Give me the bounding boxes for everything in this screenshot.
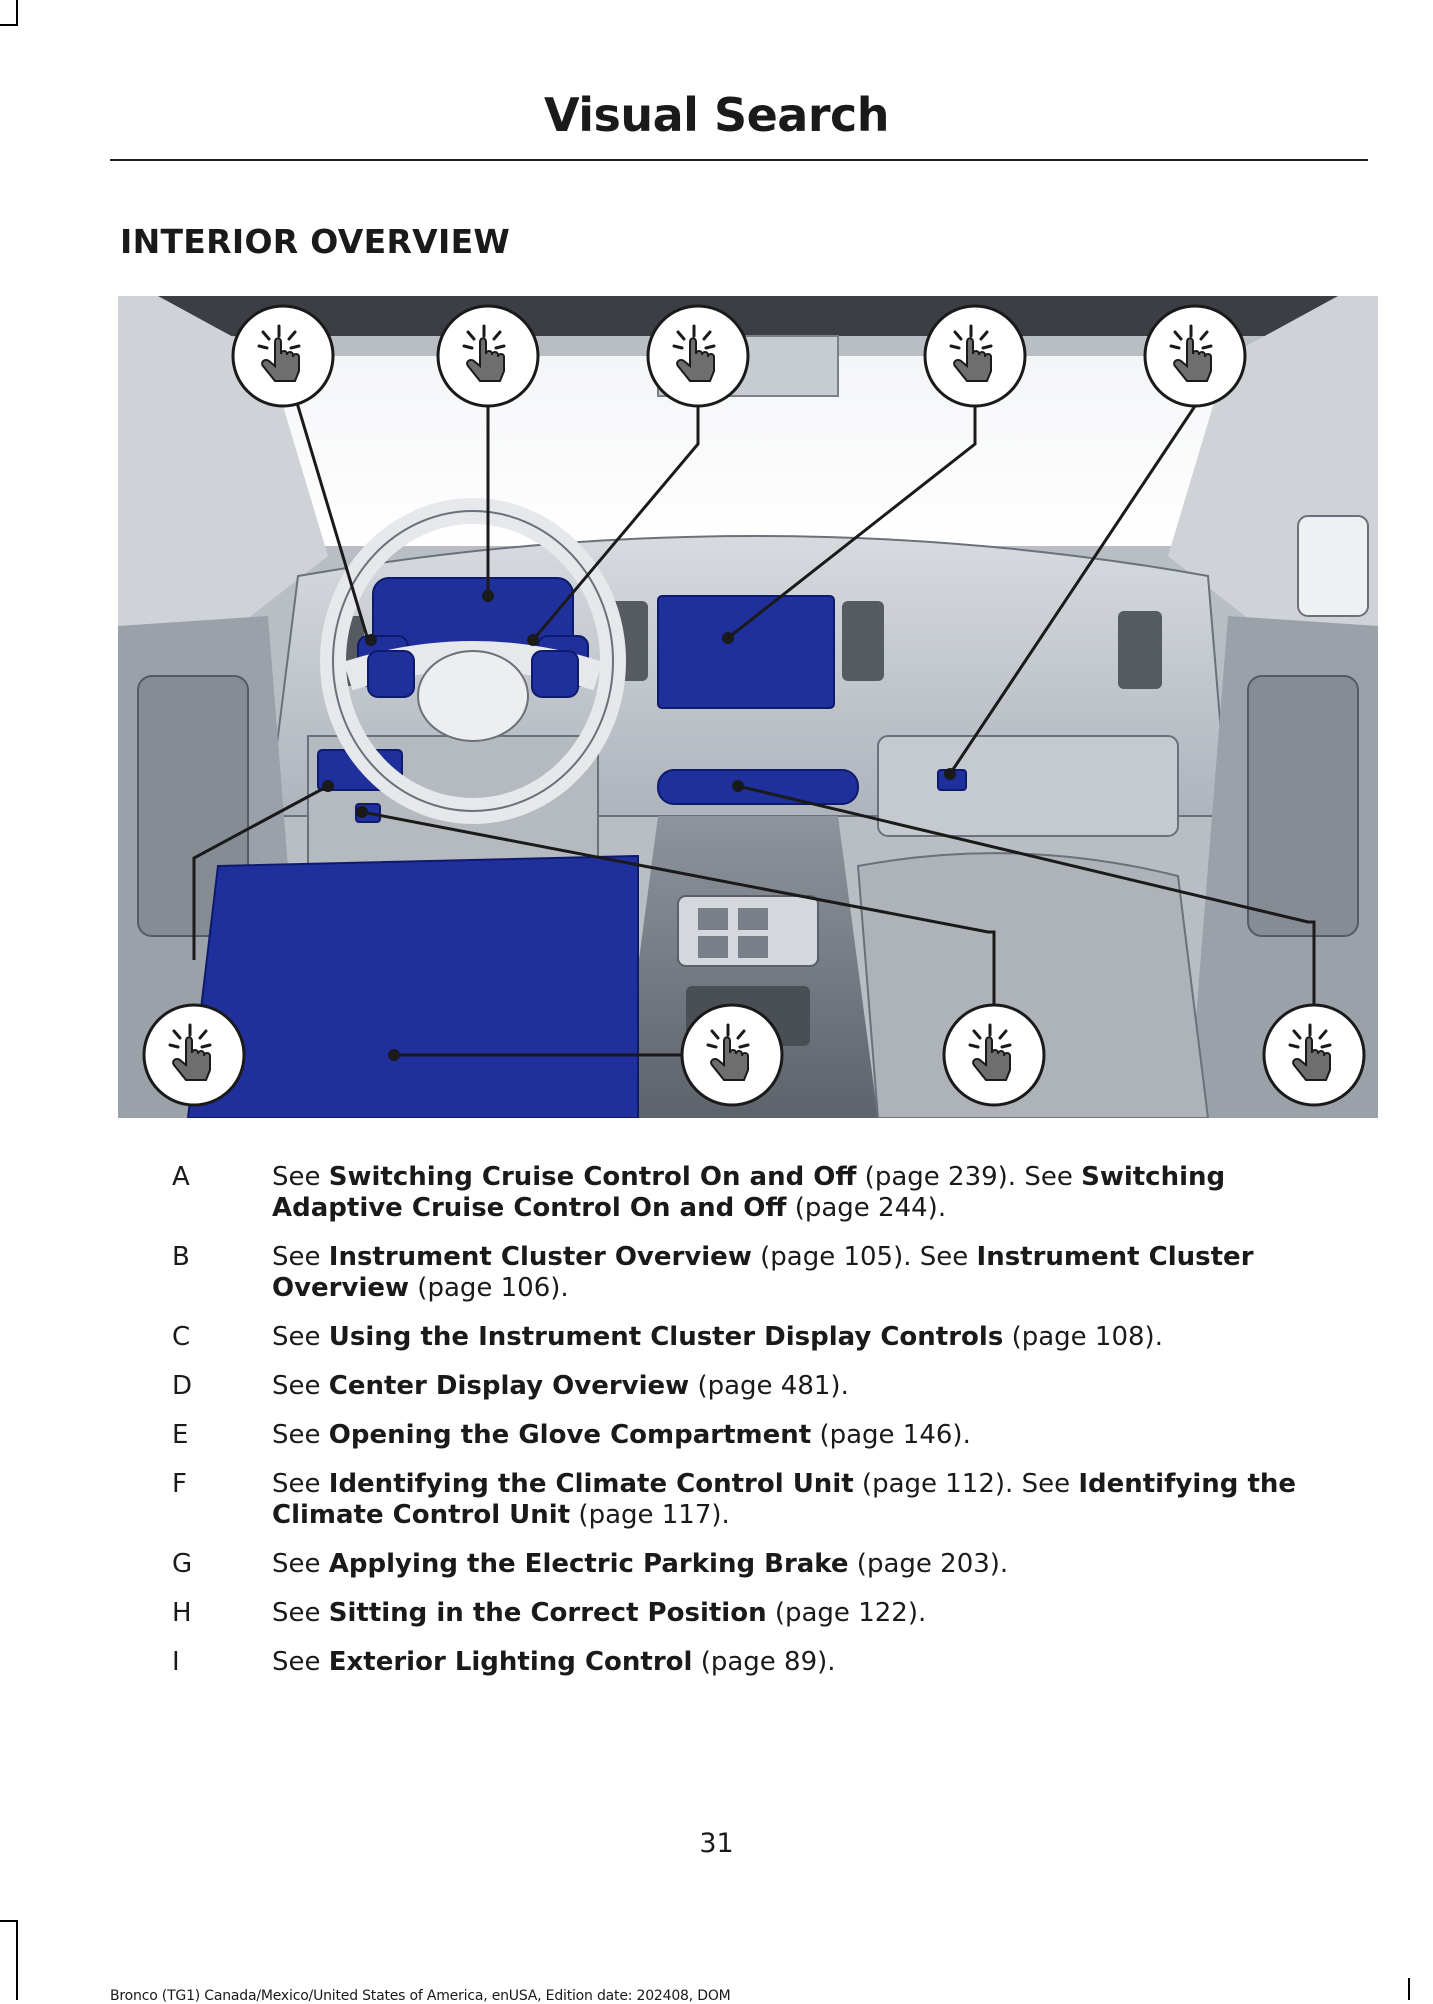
legend-text: (page 112). See: [853, 1469, 1079, 1499]
legend-text: (page 106).: [409, 1273, 569, 1303]
legend-text: (page 108).: [1003, 1322, 1163, 1352]
legend-item-c: [150, 1322, 1350, 1353]
touch-hand-icon: [944, 1005, 1044, 1105]
cross-reference-link[interactable]: Switching Cruise Control On and Off: [328, 1162, 857, 1192]
crop-mark: [0, 24, 18, 26]
legend-text: See: [272, 1162, 329, 1192]
legend-letter: E: [172, 1420, 189, 1450]
legend-item-g: [150, 1549, 1350, 1580]
crop-mark: [0, 1920, 18, 1922]
legend-text: (page 481).: [689, 1371, 849, 1401]
touch-hand-icon: [1145, 306, 1245, 406]
legend-text: (page 244).: [786, 1193, 947, 1223]
cross-reference-link[interactable]: Identifying the Climate Control Unit: [328, 1469, 854, 1499]
touch-hand-icon: [1264, 1005, 1364, 1105]
cross-reference-link[interactable]: Identifying the Climate Control Unit: [272, 1469, 1297, 1530]
cross-reference-link[interactable]: Instrument Cluster Overview: [328, 1242, 752, 1272]
cross-reference-link[interactable]: Exterior Lighting Control: [328, 1647, 693, 1677]
touch-hand-icon: [233, 306, 333, 406]
legend-text: (page 146).: [811, 1420, 971, 1450]
legend-description: [272, 1322, 1350, 1353]
legend-description: [272, 1242, 1350, 1304]
legend-text: (page 203).: [848, 1549, 1009, 1579]
legend-text: (page 122).: [766, 1598, 927, 1628]
page-header-title: Visual Search: [543, 88, 890, 142]
section-heading: INTERIOR OVERVIEW: [120, 222, 511, 261]
cross-reference-link[interactable]: Instrument Cluster Overview: [272, 1242, 1254, 1303]
legend-text: (page 117).: [570, 1500, 730, 1530]
legend-description: [272, 1647, 1350, 1678]
touch-hand-icon: [648, 306, 748, 406]
legend-letter: H: [172, 1598, 192, 1628]
touch-hand-icon: [682, 1005, 782, 1105]
legend-description: [272, 1162, 1350, 1224]
legend-text: See: [272, 1371, 329, 1401]
legend-letter: B: [172, 1242, 190, 1272]
legend-letter: C: [172, 1322, 191, 1352]
crop-mark: [1408, 1978, 1410, 2000]
legend-letter: A: [172, 1162, 190, 1192]
legend-item-e: [150, 1420, 1350, 1451]
legend-description: [272, 1598, 1350, 1629]
callout-legend: [150, 1162, 1350, 1696]
header-divider: [110, 159, 1368, 161]
page-number: 31: [699, 1828, 734, 1859]
legend-description: [272, 1420, 1350, 1451]
cross-reference-link[interactable]: Sitting in the Correct Position: [328, 1598, 767, 1628]
footer-edition-info: Bronco (TG1) Canada/Mexico/United States of America, enUSA, Edition date: 202408, DOM: [110, 1988, 731, 2004]
legend-text: See: [272, 1549, 329, 1579]
legend-item-h: [150, 1598, 1350, 1629]
legend-item-a: [150, 1162, 1350, 1224]
legend-description: [272, 1549, 1350, 1580]
legend-letter: I: [172, 1647, 180, 1677]
legend-description: [272, 1371, 1350, 1402]
legend-letter: D: [172, 1371, 193, 1401]
cross-reference-link[interactable]: Applying the Electric Parking Brake: [328, 1549, 849, 1579]
touch-hand-icon: [144, 1005, 244, 1105]
legend-letter: F: [172, 1469, 187, 1499]
legend-text: See: [272, 1322, 329, 1352]
legend-item-b: [150, 1242, 1350, 1304]
legend-text: See: [272, 1242, 329, 1272]
cross-reference-link[interactable]: Switching Adaptive Cruise Control On and Off: [272, 1162, 1226, 1223]
legend-text: See: [272, 1420, 329, 1450]
legend-text: See: [272, 1469, 329, 1499]
touch-hand-icon: [925, 306, 1025, 406]
legend-description: [272, 1469, 1350, 1531]
legend-item-f: [150, 1469, 1350, 1531]
legend-text: See: [272, 1598, 329, 1628]
legend-text: See: [272, 1647, 329, 1677]
legend-text: (page 239). See: [856, 1162, 1082, 1192]
legend-item-d: [150, 1371, 1350, 1402]
legend-letter: G: [172, 1549, 193, 1579]
interior-overview-illustration: [118, 296, 1378, 1118]
cross-reference-link[interactable]: Opening the Glove Compartment: [328, 1420, 812, 1450]
legend-text: (page 105). See: [751, 1242, 977, 1272]
cross-reference-link[interactable]: Using the Instrument Cluster Display Controls: [328, 1322, 1004, 1352]
legend-text: (page 89).: [692, 1647, 836, 1677]
legend-item-i: [150, 1647, 1350, 1678]
crop-mark: [16, 1920, 18, 2000]
crop-mark: [16, 0, 18, 24]
cross-reference-link[interactable]: Center Display Overview: [328, 1371, 690, 1401]
touch-hand-icon: [438, 306, 538, 406]
